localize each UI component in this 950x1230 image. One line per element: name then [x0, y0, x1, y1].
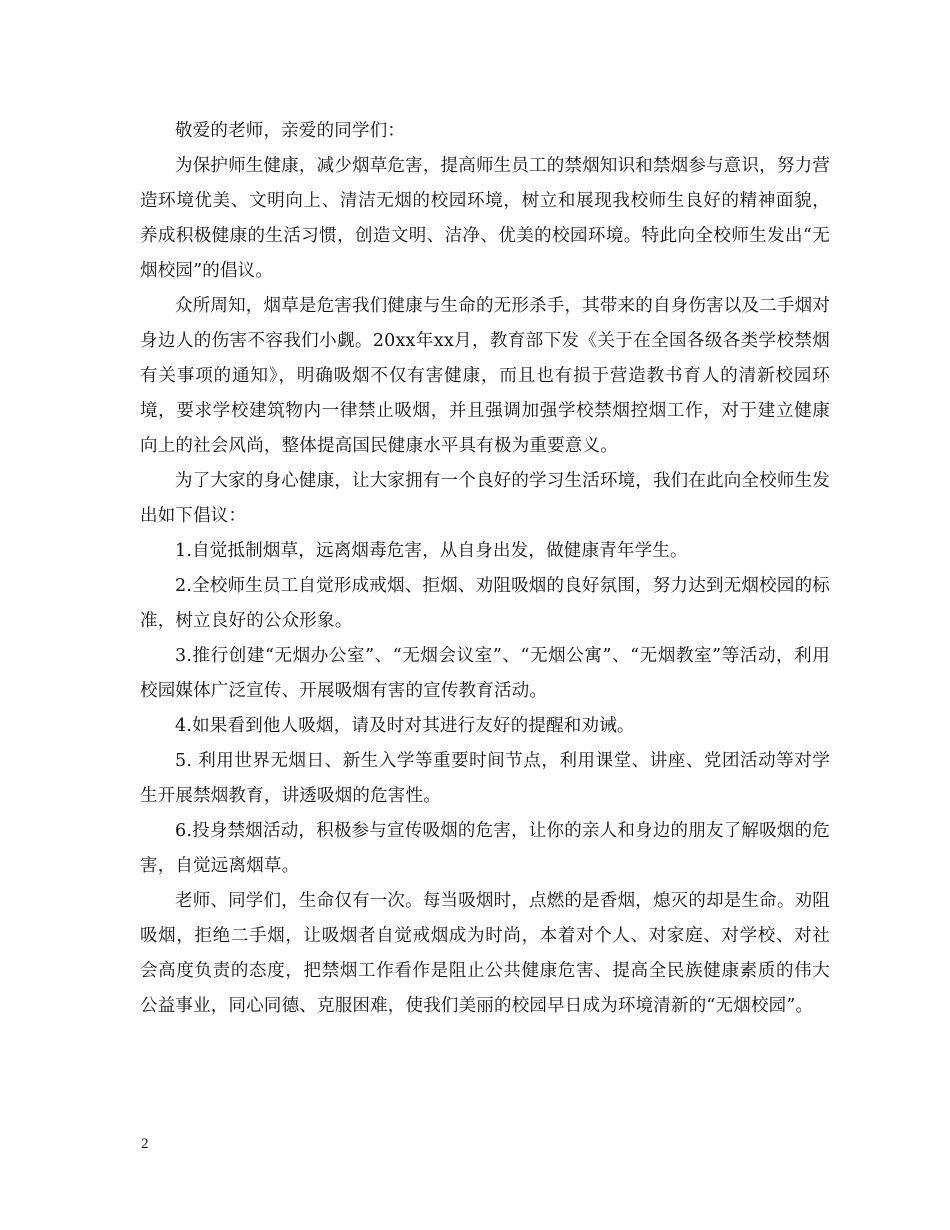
- salutation: 敬爱的老师，亲爱的同学们：: [175, 121, 406, 141]
- proposal-item-2: 2.全校师生员工自觉形成戒烟、拒烟、劝阻吸烟的良好氛围，努力达到无烟校园的标准，树立良好的公众形象。: [140, 576, 830, 631]
- paragraph-intro: 为保护师生健康，减少烟草危害，提高师生员工的禁烟知识和禁烟参与意识，努力营造环境优美、文明向上、清洁无烟的校园环境，树立和展现我校师生良好的精神面貌，养成积极健康的生活习惯，创造文明、洁净、优美的校园环境。特此向全校师生发出“无烟校园”的倡议。: [140, 156, 830, 281]
- proposal-item-5: 5. 利用世界无烟日、新生入学等重要时间节点，利用课堂、讲座、党团活动等对学生开展禁烟教育，讲透吸烟的危害性。: [140, 751, 830, 806]
- proposal-item-3: 3.推行创建“无烟办公室”、“无烟会议室”、“无烟公寓”、“无烟教室”等活动，利用校园媒体广泛宣传、开展吸烟有害的宣传教育活动。: [140, 646, 830, 701]
- paragraph-closing: 老师、同学们，生命仅有一次。每当吸烟时，点燃的是香烟，熄灭的却是生命。劝阻吸烟，拒绝二手烟，让吸烟者自觉戒烟成为时尚，本着对个人、对家庭、对学校、对社会高度负责的态度，把禁烟工作看作是阻止公共健康危害、提高全民族健康素质的伟大公益事业，同心同德、克服困难，使我们美丽的校园早日成为环境清新的“无烟校园”。: [140, 891, 830, 1016]
- proposal-item-4: 4.如果看到他人吸烟，请及时对其进行友好的提醒和劝诫。: [175, 716, 635, 736]
- proposal-item-1: 1.自觉抵制烟草，远离烟毒危害，从自身出发，做健康青年学生。: [175, 541, 688, 561]
- letter-body: [140, 114, 830, 1024]
- page-number: 2: [141, 1136, 149, 1152]
- paragraph-background: 众所周知，烟草是危害我们健康与生命的无形杀手，其带来的自身伤害以及二手烟对身边人的伤害不容我们小觑。20xx年xx月，教育部下发《关于在全国各级各类学校禁烟有关事项的通知》，明确吸烟不仅有害健康，而且也有损于营造教书育人的清新校园环境，要求学校建筑物内一律禁止吸烟，并且强调加强学校禁烟控烟工作，对于建立健康向上的社会风尚，整体提高国民健康水平具有极为重要意义。: [140, 296, 830, 456]
- proposal-item-6: 6.投身禁烟活动，积极参与宣传吸烟的危害，让你的亲人和身边的朋友了解吸烟的危害，自觉远离烟草。: [140, 821, 830, 876]
- paragraph-proposal-lead: 为了大家的身心健康，让大家拥有一个良好的学习生活环境，我们在此向全校师生发出如下倡议：: [140, 471, 830, 526]
